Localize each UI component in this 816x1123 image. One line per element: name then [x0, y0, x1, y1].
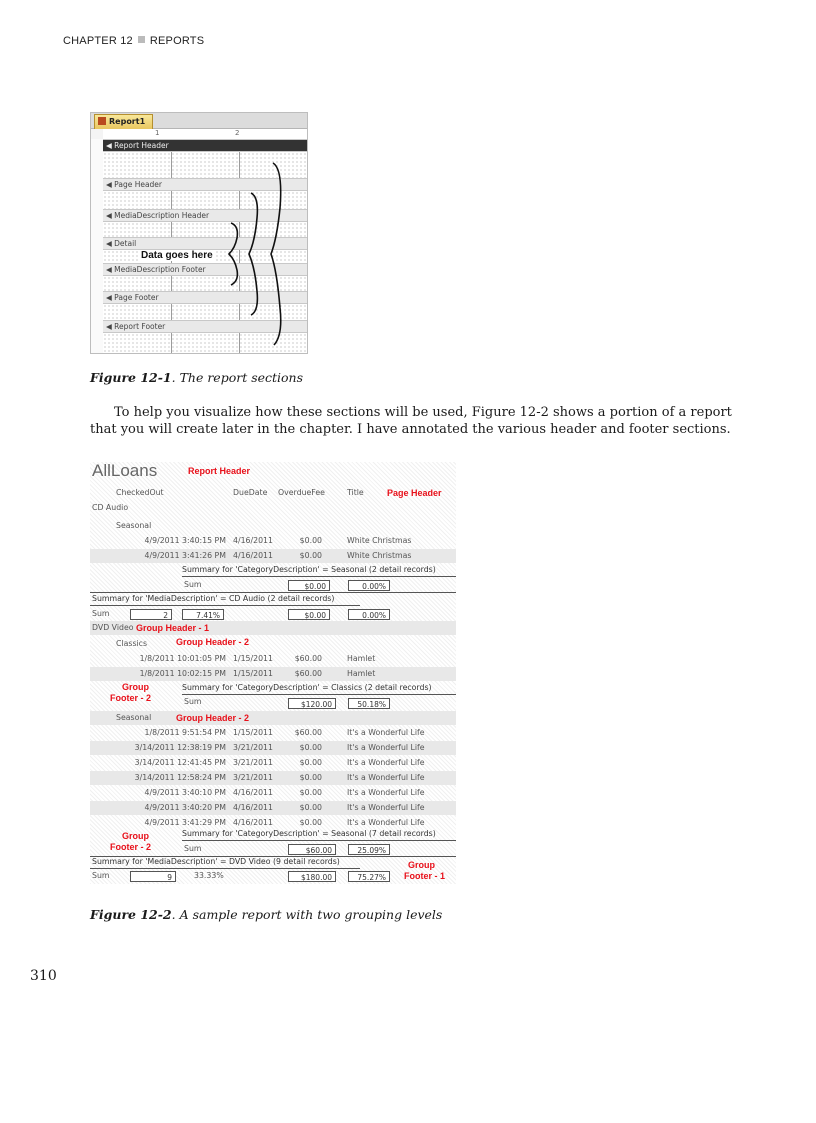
- band-label: Report Footer: [114, 322, 166, 331]
- figure-caption: [90, 370, 303, 385]
- detail-row: [90, 652, 456, 666]
- annotation-line: Footer - 2: [110, 693, 152, 703]
- summary-text: Summary for 'MediaDescription' = DVD Video (9 detail records): [92, 857, 340, 866]
- divider: [90, 868, 360, 869]
- due-date-cell: 4/16/2011: [233, 818, 273, 827]
- due-date-cell: 1/15/2011: [233, 728, 273, 737]
- sum-label: Sum: [184, 844, 202, 853]
- checked-out-cell: 4/9/2011 3:40:20 PM: [144, 803, 226, 812]
- checked-out-cell: 3/14/2011 12:58:24 PM: [134, 773, 226, 782]
- overdue-fee-cell: $60.00: [294, 728, 322, 737]
- figure-caption-text: . The report sections: [171, 370, 304, 385]
- title-cell: Hamlet: [347, 654, 376, 663]
- due-date-cell: 3/21/2011: [233, 743, 273, 752]
- band-label: Page Footer: [114, 293, 159, 302]
- detail-row: [90, 756, 456, 770]
- band-label: Report Header: [114, 141, 169, 150]
- overdue-fee-cell: $0.00: [299, 803, 322, 812]
- column-header: CheckedOut: [116, 488, 164, 497]
- divider: [182, 840, 456, 841]
- overdue-fee-cell: $0.00: [299, 818, 322, 827]
- summary-text: Summary for 'CategoryDescription' = Seasonal (2 detail records): [182, 565, 436, 574]
- column-header: DueDate: [233, 488, 268, 497]
- due-date-cell: 3/21/2011: [233, 758, 273, 767]
- annotation-group-header-1: Group Header - 1: [136, 623, 210, 633]
- divider: [182, 576, 456, 577]
- group-header-row: [90, 711, 456, 725]
- group-label: DVD Video: [92, 623, 134, 632]
- sum-label: Sum: [92, 871, 110, 880]
- annotation-line: Group: [122, 831, 149, 841]
- sum-box: 7.41%: [182, 609, 224, 620]
- checked-out-cell: 4/9/2011 3:41:29 PM: [144, 818, 226, 827]
- checked-out-cell: 1/8/2011 10:02:15 PM: [139, 669, 226, 678]
- annotation-group-footer-2: [122, 831, 149, 842]
- group-label: CD Audio: [92, 503, 129, 512]
- figure-sample-report: [90, 462, 456, 884]
- annotation-group-footer-2: [110, 842, 151, 853]
- overdue-fee-cell: $0.00: [299, 788, 322, 797]
- group-header-row: [90, 621, 456, 635]
- band-group-footer[interactable]: ◀ MediaDescription Footer: [103, 263, 307, 276]
- sum-label: Sum: [184, 580, 202, 589]
- report-tab-label: Report1: [109, 117, 146, 126]
- title-cell: It's a Wonderful Life: [347, 743, 425, 752]
- checked-out-cell: 4/9/2011 3:41:26 PM: [144, 551, 226, 560]
- title-cell: It's a Wonderful Life: [347, 803, 425, 812]
- sum-box: $180.00: [288, 871, 336, 882]
- overdue-fee-cell: $0.00: [299, 743, 322, 752]
- due-date-cell: 4/16/2011: [233, 536, 273, 545]
- detail-row: [90, 534, 456, 548]
- sum-box: 50.18%: [348, 698, 390, 709]
- sum-box: 25.09%: [348, 844, 390, 855]
- sum-box: 75.27%: [348, 871, 390, 882]
- summary-text: Summary for 'MediaDescription' = CD Audio (2 detail records): [92, 594, 335, 603]
- sum-label: Sum: [92, 609, 110, 618]
- annotation-group-header-2: Group Header - 2: [176, 713, 250, 723]
- separator-square-icon: [138, 36, 145, 43]
- page-number: 310: [30, 968, 57, 984]
- group-label: Classics: [116, 639, 148, 648]
- annotation-line: Group: [408, 860, 435, 870]
- detail-row: [90, 741, 456, 755]
- title-cell: It's a Wonderful Life: [347, 728, 425, 737]
- title-cell: White Christmas: [347, 551, 412, 560]
- title-cell: It's a Wonderful Life: [347, 773, 425, 782]
- annotation-group-footer-2: [110, 693, 151, 704]
- due-date-cell: 4/16/2011: [233, 803, 273, 812]
- summary-text: Summary for 'CategoryDescription' = Seasonal (7 detail records): [182, 829, 436, 838]
- ruler-mark: 1: [155, 129, 160, 137]
- due-date-cell: 4/16/2011: [233, 788, 273, 797]
- title-cell: It's a Wonderful Life: [347, 758, 425, 767]
- annotation-line: Footer - 1: [404, 871, 446, 881]
- column-header: OverdueFee: [278, 488, 325, 497]
- overdue-fee-cell: $0.00: [299, 551, 322, 560]
- band-page-footer[interactable]: ◀ Page Footer: [103, 291, 307, 304]
- sum-box: 0.00%: [348, 580, 390, 591]
- annotation-line: Group: [122, 682, 149, 692]
- checked-out-cell: 3/14/2011 12:41:45 PM: [134, 758, 226, 767]
- overdue-fee-cell: $0.00: [299, 773, 322, 782]
- figure-number: Figure 12-1: [90, 370, 172, 385]
- chapter-label: CHAPTER 12: [63, 35, 133, 47]
- title-cell: White Christmas: [347, 536, 412, 545]
- overdue-fee-cell: $60.00: [294, 654, 322, 663]
- sum-box: $0.00: [288, 609, 330, 620]
- detail-row: [90, 549, 456, 563]
- band-group-header[interactable]: ◀ MediaDescription Header: [103, 209, 307, 222]
- annotation-group-header-2: Group Header - 2: [176, 637, 250, 647]
- summary-text: Summary for 'CategoryDescription' = Classics (2 detail records): [182, 683, 432, 692]
- sum-box: $120.00: [288, 698, 336, 709]
- annotation-group-footer-1: [404, 871, 445, 882]
- detail-row: [90, 786, 456, 800]
- due-date-cell: 1/15/2011: [233, 654, 273, 663]
- data-goes-here-label: Data goes here: [141, 250, 213, 261]
- checked-out-cell: 4/9/2011 3:40:10 PM: [144, 788, 226, 797]
- checked-out-cell: 4/9/2011 3:40:15 PM: [144, 536, 226, 545]
- band-report-footer[interactable]: ◀ Report Footer: [103, 320, 307, 333]
- figure-number: Figure 12-2: [90, 907, 172, 922]
- chapter-title: REPORTS: [149, 35, 205, 47]
- annotation-report-header: Report Header: [188, 466, 251, 476]
- divider: [90, 605, 360, 606]
- ruler-mark: 2: [235, 129, 240, 137]
- band-detail[interactable]: ◀ Detail: [103, 237, 307, 250]
- annotation-page-header: Page Header: [387, 488, 442, 498]
- detail-row: [90, 771, 456, 785]
- title-cell: It's a Wonderful Life: [347, 788, 425, 797]
- sum-box: 9: [130, 871, 176, 882]
- overdue-fee-cell: $0.00: [299, 758, 322, 767]
- band-label: Detail: [114, 239, 137, 248]
- sum-box: 0.00%: [348, 609, 390, 620]
- figure-caption: [90, 907, 442, 922]
- sum-box: $60.00: [288, 844, 336, 855]
- band-label: MediaDescription Footer: [114, 265, 206, 274]
- band-report-header[interactable]: ◀ Report Header: [103, 139, 307, 152]
- report-title: AllLoans: [92, 462, 158, 480]
- sum-label: Sum: [184, 697, 202, 706]
- band-label: Page Header: [114, 180, 163, 189]
- band-label: MediaDescription Header: [114, 211, 210, 220]
- column-header: Title: [347, 488, 364, 497]
- page-header-row: [90, 486, 456, 500]
- checked-out-cell: 1/8/2011 9:51:54 PM: [144, 728, 226, 737]
- detail-row: [90, 726, 456, 740]
- figure-report-sections: [90, 112, 308, 354]
- annotation-line: Footer - 2: [110, 842, 152, 852]
- checked-out-cell: 1/8/2011 10:01:05 PM: [139, 654, 226, 663]
- group-label: Seasonal: [116, 521, 152, 530]
- body-paragraph: To help you visualize how these sections will be used, Figure 12-2 shows a portion of a report that you will create later in the chapter. I have annotated the various header and footer sections.: [90, 405, 732, 437]
- title-cell: It's a Wonderful Life: [347, 818, 425, 827]
- annotation-group-footer-1: [408, 860, 435, 871]
- overdue-fee-cell: $60.00: [294, 669, 322, 678]
- checked-out-cell: 3/14/2011 12:38:19 PM: [134, 743, 226, 752]
- due-date-cell: 3/21/2011: [233, 773, 273, 782]
- annotation-group-footer-2: [122, 682, 149, 693]
- group-label: Seasonal: [116, 713, 152, 722]
- band-page-header[interactable]: ◀ Page Header: [103, 178, 307, 191]
- detail-row: [90, 667, 456, 681]
- title-cell: Hamlet: [347, 669, 376, 678]
- sum-box: 2: [130, 609, 172, 620]
- sum-box: $0.00: [288, 580, 330, 591]
- divider: [182, 694, 456, 695]
- detail-row: [90, 801, 456, 815]
- nesting-brackets: [91, 113, 307, 353]
- figure-caption-text: . A sample report with two grouping levels: [171, 907, 443, 922]
- running-head: [63, 35, 204, 47]
- sum-value: 33.33%: [194, 871, 224, 880]
- due-date-cell: 4/16/2011: [233, 551, 273, 560]
- overdue-fee-cell: $0.00: [299, 536, 322, 545]
- due-date-cell: 1/15/2011: [233, 669, 273, 678]
